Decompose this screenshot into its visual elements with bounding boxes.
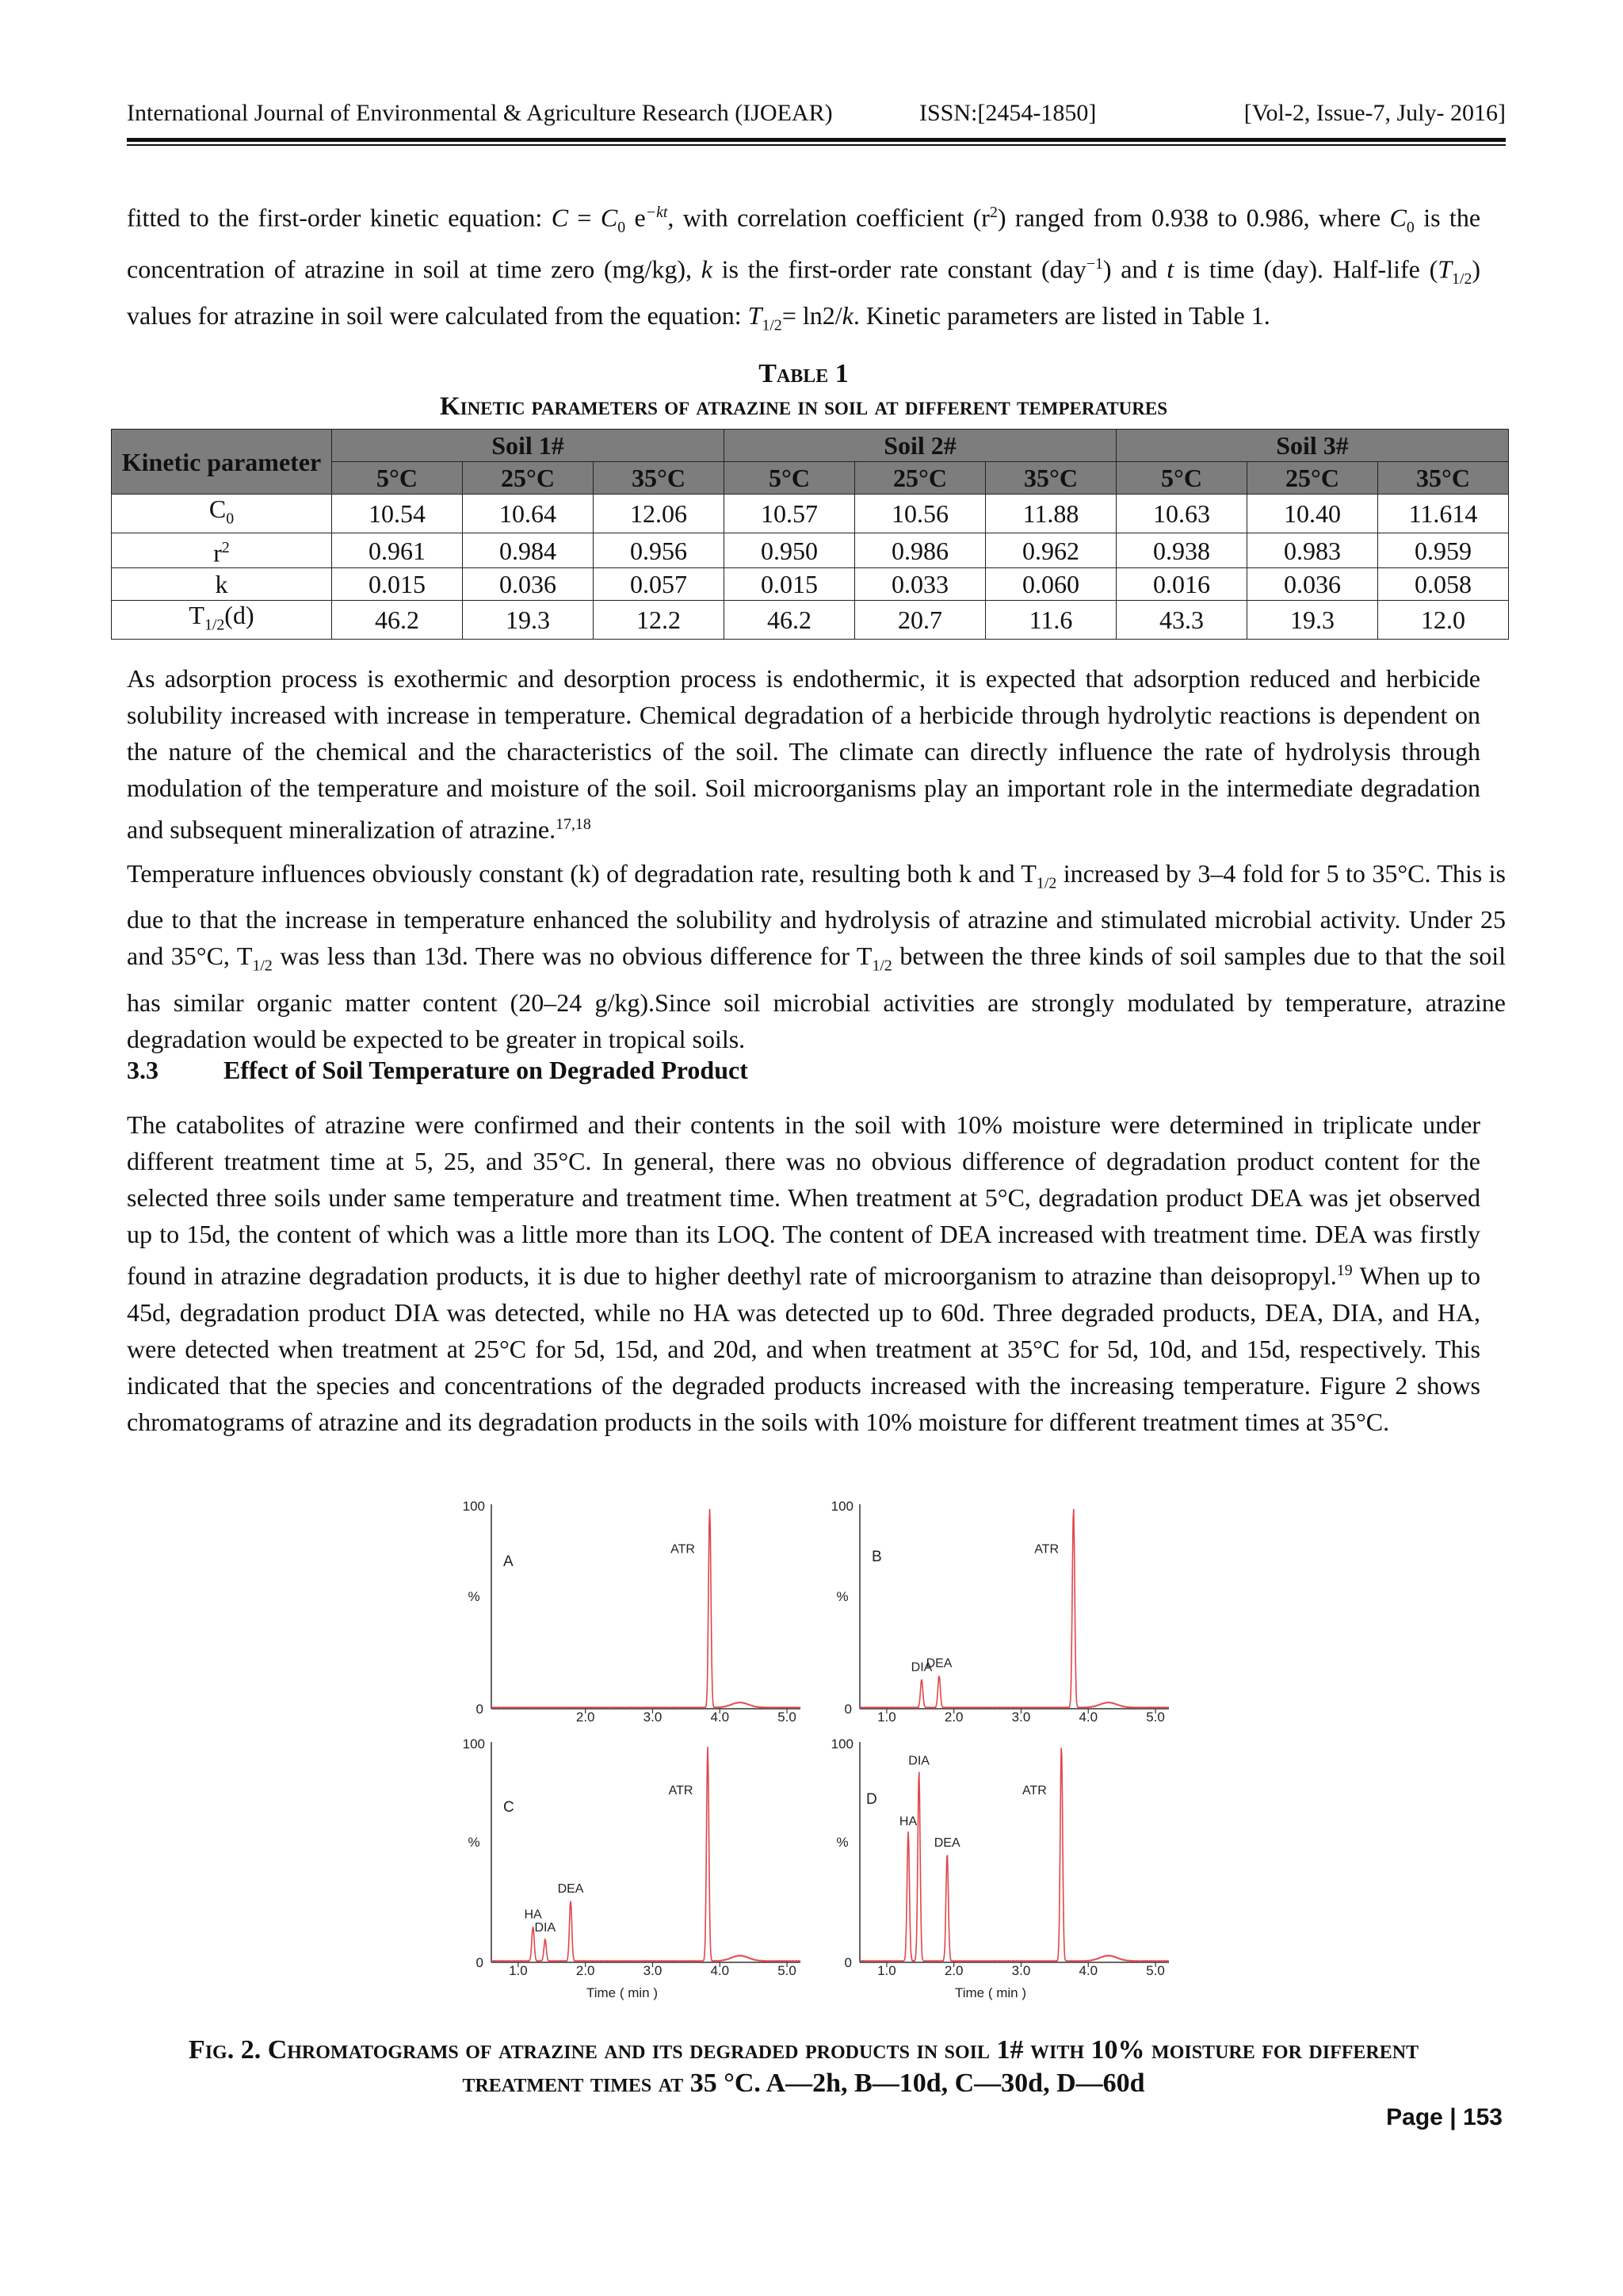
x-tick-label: 4.0	[710, 1963, 730, 1978]
issn: ISSN:[2454-1850]	[919, 100, 1097, 126]
table-row	[112, 495, 1509, 533]
chromatogram-trace	[860, 1509, 1169, 1708]
table-cell: 46.2	[724, 601, 855, 640]
col-header-soil1: Soil 1#	[332, 430, 724, 462]
volume-info: [Vol-2, Issue-7, July- 2016]	[1243, 100, 1506, 126]
x-tick-label: 2.0	[575, 1963, 595, 1978]
chromatogram-trace	[860, 1748, 1169, 1962]
table-cell: 11.6	[986, 601, 1117, 640]
col-header-temp: 5°C	[332, 462, 463, 495]
table-cell: 10.57	[724, 495, 855, 533]
section-title: Effect of Soil Temperature on Degraded Product	[223, 1056, 748, 1084]
x-tick-label: 1.0	[877, 1710, 896, 1725]
y-tick-label: 100	[831, 1736, 854, 1752]
x-axis-label: Time ( min )	[586, 1985, 659, 2000]
peak-label: ATR	[670, 1542, 695, 1557]
kinetic-parameters-table	[111, 429, 1509, 640]
table-cell: 0.984	[463, 533, 594, 568]
table-cell: 0.057	[594, 568, 724, 601]
col-header-parameter: Kinetic parameter	[112, 430, 332, 495]
peak-label: HA	[524, 1908, 542, 1922]
peak-label: DIA	[911, 1660, 933, 1675]
chromatogram-b	[820, 1490, 1185, 1728]
table-cell: 0.938	[1117, 533, 1247, 568]
table-cell: 0.033	[855, 568, 986, 601]
section-heading	[127, 1056, 748, 1085]
y-axis-label: %	[468, 1589, 480, 1604]
row-label: $T_{1/2}(d)$	[112, 601, 332, 640]
x-tick-label: 3.0	[643, 1710, 663, 1725]
table-cell: 19.3	[1247, 601, 1378, 640]
paragraph-catabolites: The catabolites of atrazine were confirmed and their contents in the soil with 10% moisture were determined in triplicate under different treatment time at 5, 25, and 35°C. In general, there was no obvious difference of degradation product content for the selected three soils under same temperature and treatment time. When treatment at 5°C, degradation product DEA was jet observed up to 15d, the content of which was a little more than its LOQ. The content of DEA increased with treatment time. DEA was firstly found in atrazine degradation products, it is due to higher deethyl rate of microorganism to atrazine than deisopropyl.$^{19}$ When up to 45d, degradation product DIA was detected, while no HA was detected up to 60d. Three degraded products, DEA, DIA, and HA, were detected when treatment at 25°C for 5d, 15d, and 20d, and when treatment at 35°C for 5d, 10d, and 15d, respectively. This indicated that the species and concentrations of the degraded products increased with the increasing temperature. Figure 2 shows chromatograms of atrazine and its degradation products in the soils with 10% moisture for different treatment times at 35°C.	[127, 1110, 1481, 1436]
table-title: Kinetic parameters of atrazine in soil at different temperatures	[439, 392, 1168, 421]
peak-label: DIA	[534, 1920, 556, 1935]
y-tick-label: 100	[462, 1736, 485, 1752]
paragraph-adsorption: As adsorption process is exothermic and desorption process is endothermic, it is expected that adsorption reduced and herbicide solubility increased with increase in temperature. Chemical degradation of a herbicide through hydrolytic reactions is dependent on the nature of the chemical and the characteristics of the soil. The climate can directly influence the rate of hydrolysis through modulation of the temperature and moisture of the soil. Soil microorganisms play an important role in the intermediate degradation and subsequent mineralization of atrazine.$^{17,18}$	[127, 664, 1480, 844]
table-cell: 0.060	[986, 568, 1117, 601]
figure-caption-line1: Fig. 2. Chromatograms of atrazine and its degraded products in soil 1# with 10% moisture for different	[188, 2035, 1419, 2065]
x-tick-label: 2.0	[944, 1710, 964, 1725]
running-header	[127, 94, 1506, 141]
x-tick-label: 4.0	[710, 1710, 730, 1725]
table-cell: 0.016	[1117, 568, 1247, 601]
chromatogram-a	[452, 1490, 816, 1728]
y-axis-label: %	[836, 1835, 849, 1850]
chromatogram-c	[452, 1728, 816, 2013]
table-cell: 0.956	[594, 533, 724, 568]
panel-label: B	[872, 1549, 882, 1565]
col-header-temp: 25°C	[463, 462, 594, 495]
col-header-temp: 25°C	[1247, 462, 1378, 495]
peak-label: ATR	[1034, 1542, 1060, 1557]
peak-label: DEA	[557, 1881, 584, 1896]
journal-name: International Journal of Environmental & Agriculture Research (IJOEAR)	[127, 100, 833, 126]
panel-label: C	[503, 1799, 514, 1816]
table-cell: 12.06	[594, 495, 724, 533]
paragraph-kinetics: fitted to the first-order kinetic equation: $C = C_0$ $e^{-kt}$, with correlation coefficient $(r^2)$ ranged from 0.938 to 0.986, where $C_0$ is the concentration of atrazine in soil at time zero (mg/kg), k is the first-order rate constant (day$^{-1}$) and t is time (day). Half-life $(T_{1/2})$ values for atrazine in soil were calculated from the equation: $T_{1/2}= \ln 2/k$. Kinetic parameters are listed in Table 1.	[127, 203, 1481, 334]
col-header-temp: 35°C	[594, 462, 724, 495]
table-cell: 0.015	[332, 568, 463, 601]
row-label: $C_0$	[112, 495, 332, 533]
table-cell: 0.959	[1378, 533, 1509, 568]
peak-label: DIA	[908, 1754, 930, 1768]
panel-label: A	[503, 1553, 514, 1570]
chromatogram-trace	[491, 1509, 800, 1708]
table-cell: 12.2	[594, 601, 724, 640]
col-header-temp: 5°C	[1117, 462, 1247, 495]
y-axis-label: %	[468, 1835, 480, 1850]
section-number: 3.3	[127, 1056, 158, 1084]
y-tick-label: 0	[844, 1955, 852, 1970]
y-axis-label: %	[836, 1589, 849, 1604]
table-label: Table 1	[758, 359, 849, 388]
table-cell: 12.0	[1378, 601, 1509, 640]
row-label: k	[112, 568, 332, 601]
header-rule	[127, 138, 1506, 142]
col-header-temp: 5°C	[724, 462, 855, 495]
table-cell: 10.56	[855, 495, 986, 533]
x-tick-label: 2.0	[575, 1710, 595, 1725]
peak-label: ATR	[668, 1783, 693, 1797]
x-tick-label: 1.0	[877, 1963, 896, 1978]
col-header-soil2: Soil 2#	[724, 430, 1117, 462]
peak-label: DEA	[934, 1836, 960, 1850]
figure-caption-line2: treatment times at 35 °C. A—2h, B—10d, C—30d, D—60d	[462, 2069, 1145, 2098]
y-tick-label: 100	[462, 1499, 485, 1514]
row-label: $r^2$	[112, 533, 332, 568]
table-cell: 0.950	[724, 533, 855, 568]
table-cell: 0.036	[463, 568, 594, 601]
peak-label: HA	[899, 1814, 918, 1828]
x-tick-label: 1.0	[509, 1963, 528, 1978]
y-tick-label: 0	[475, 1702, 483, 1717]
table-cell: 10.63	[1117, 495, 1247, 533]
col-header-soil3: Soil 3#	[1117, 430, 1509, 462]
y-tick-label: 0	[475, 1955, 483, 1970]
table-cell: 11.614	[1378, 495, 1509, 533]
table-row	[112, 568, 1509, 601]
x-tick-label: 5.0	[777, 1710, 796, 1725]
table-cell: 10.40	[1247, 495, 1378, 533]
x-tick-label: 3.0	[1011, 1963, 1031, 1978]
table-cell: 0.036	[1247, 568, 1378, 601]
header-rule-thin	[127, 144, 1506, 146]
table-cell: 11.88	[986, 495, 1117, 533]
peak-label: DEA	[926, 1656, 953, 1671]
x-tick-label: 3.0	[643, 1963, 663, 1978]
x-tick-label: 3.0	[1011, 1710, 1031, 1725]
y-tick-label: 100	[831, 1499, 854, 1514]
x-tick-label: 5.0	[1146, 1710, 1165, 1725]
table-cell: 0.015	[724, 568, 855, 601]
table-cell: 0.983	[1247, 533, 1378, 568]
x-tick-label: 4.0	[1079, 1710, 1098, 1725]
table-cell: 43.3	[1117, 601, 1247, 640]
paragraph-temperature: Temperature influences obviously constant (k) of degradation rate, resulting both k and $T_{1/2}$ increased by 3–4 fold for 5 to 35°C. This is due to that the increase in temperature enhanced the solubility and hydrolysis of atrazine and stimulated microbial activity. Under 25 and 35°C, $T_{1/2}$ was less than 13d. There was no obvious difference for $T_{1/2}$ between the three kinds of soil samples due to that the soil has similar organic matter content (20–24 g/kg).Since soil microbial activities are strongly modulated by temperature, atrazine degradation would be expected to be greater in tropical soils.	[127, 859, 1507, 1053]
peak-label: ATR	[1022, 1783, 1047, 1797]
table-cell: 10.54	[332, 495, 463, 533]
chromatogram-d	[820, 1728, 1201, 2013]
col-header-temp: 35°C	[1378, 462, 1509, 495]
table-cell: 10.64	[463, 495, 594, 533]
x-axis-label: Time ( min )	[954, 1985, 1027, 2000]
y-tick-label: 0	[844, 1702, 852, 1717]
x-tick-label: 5.0	[1146, 1963, 1165, 1978]
table-row	[112, 533, 1509, 568]
table-cell: 0.058	[1378, 568, 1509, 601]
table-cell: 20.7	[855, 601, 986, 640]
col-header-temp: 35°C	[986, 462, 1117, 495]
x-tick-label: 2.0	[944, 1963, 964, 1978]
col-header-temp: 25°C	[855, 462, 986, 495]
x-tick-label: 5.0	[777, 1963, 796, 1978]
table-cell: 0.961	[332, 533, 463, 568]
table-cell: 46.2	[332, 601, 463, 640]
page-number: Page | 153	[1386, 2104, 1503, 2130]
panel-label: D	[866, 1791, 877, 1808]
table-cell: 0.986	[855, 533, 986, 568]
x-tick-label: 4.0	[1079, 1963, 1098, 1978]
table-cell: 19.3	[463, 601, 594, 640]
table-row	[112, 601, 1509, 640]
table-cell: 0.962	[986, 533, 1117, 568]
